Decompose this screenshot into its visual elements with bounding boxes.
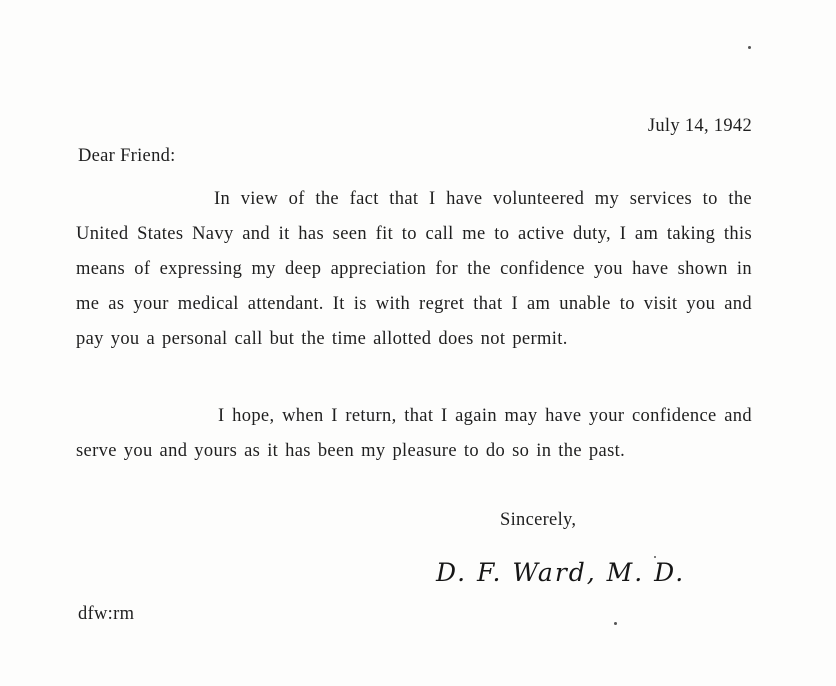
- body-paragraph-2: I hope, when I return, that I again may have your confidence and serve you and yours as it has been my pleasure to do so in the past.: [76, 406, 752, 461]
- signature: D. F. Ward, M. D.: [436, 558, 686, 587]
- salutation: Dear Friend:: [78, 146, 176, 166]
- letter-date: July 14, 1942: [647, 116, 752, 136]
- paper-speck: [748, 46, 751, 49]
- closing: Sincerely,: [500, 510, 577, 530]
- paper-speck: [654, 556, 656, 558]
- reference-initials: dfw:rm: [78, 604, 135, 624]
- paper-speck: [614, 622, 617, 625]
- body-paragraph-1: In view of the fact that I have volunteered my services to the United States Navy and it has seen fit to call me to active duty, I am taking this means of expressing my deep appreciation for the confidence you have shown in me as your medical attendant. It is with regret that I am unable to visit you and pay you a personal call but the time allotted does not permit.: [76, 189, 752, 349]
